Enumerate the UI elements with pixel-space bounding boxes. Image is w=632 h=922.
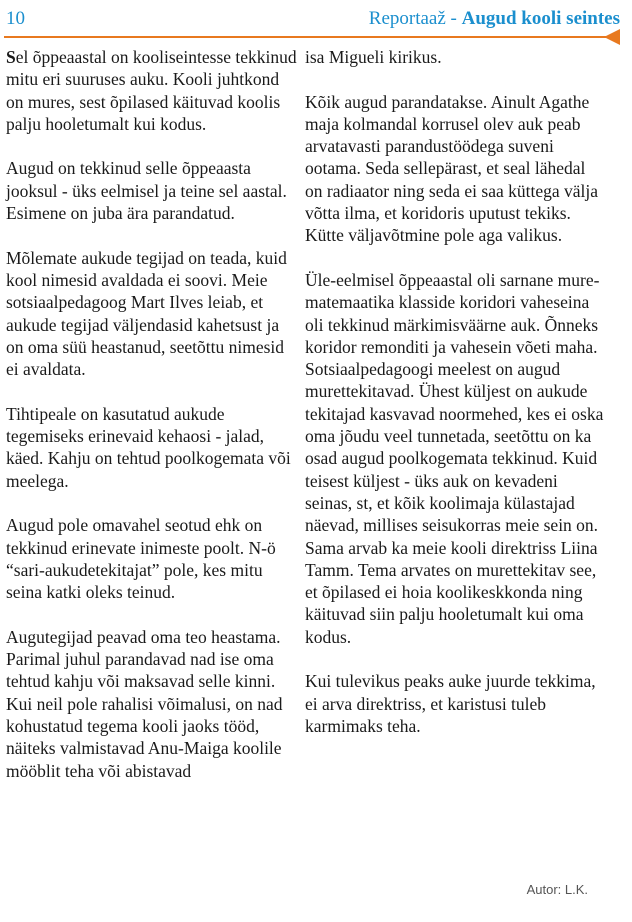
paragraph: Tihtipeale on kasutatud aukude tegemiseks erinevaid kehaosi - jalad, käed. Kahju on tehtud poolkogemata või meelega.: [6, 403, 291, 491]
page-number: 10: [6, 8, 25, 29]
section-label: Reportaaž -: [368, 8, 462, 29]
author-credit: Autor: L.K.: [526, 882, 588, 897]
article-column-right: [305, 46, 605, 760]
paragraph: Üle-eelmisel õppeaastal oli sarnane mure- matemaatika klasside koridori vaheseina oli tekkinud märkimisväärne auk. Õnneks koridor remonditi ja vahesein võeti maha. Sotsiaalpedagoogi meelest on augud murettekitavad. Ühest küljest on aukude tekitajad kasvavad noormehed, kes ei oska oma jõudu veel tunnetada, seetõttu on ka osad augud poolkogemata tekkinud. Kuid teisest küljest - üks auk on kevadeni seinas, st, et kõik koolimaja külastajad näevad, millises seisukorras meie sein on. Sama arvab ka meie kooli direktriss Liina Tamm. Tema arvates on murettekitav see, et õpilased ei hoia koolikeskkonda ning käituvad siin palju hooletumalt kui oma kodus.: [305, 269, 604, 647]
paragraph: Kui tulevikus peaks auke juurde tekkima, ei arva direktriss, et karistusi tuleb karmimaks teha.: [305, 671, 596, 736]
article-title: Augud kooli seintes: [461, 8, 620, 29]
paragraph: Kõik augud parandatakse. Ainult Agathe maja kolmandal korrusel olev auk peab arvatavasti parandustöödega suveni ootama. Seda sellepärast, et seal lähedal on radiaator ning seda ei saa küttega välja võtta ilma, et koridoris uputust tekiks. Kütte väljavõtmine pole aga valikus.: [305, 91, 599, 246]
paragraph: Sel õppeaastal on kooliseintesse tekkinud mitu eri suuruses auku. Kooli juhtkond on mures, sest õpilased käituvad koolis palju hooletumalt kui kodus.: [6, 47, 297, 134]
paragraph: isa Migueli kirikus.: [305, 47, 442, 67]
paragraph: Augud pole omavahel seotud ehk on tekkinud erinevate inimeste poolt. N-ö “sari-aukudetekitajat” pole, kes mitu seina katki oleks teinud.: [6, 515, 276, 603]
paragraph: Augutegijad peavad oma teo heastama. Parimal juhul parandavad nad ise oma tehtud kahju või maksavad selle kinni. Kui neil pole rahalisi võimalusi, on nad kohustatud tegema kooli jaoks tööd, näiteks valmistavad Anu-Maiga koolile mööblit teha või abistavad: [6, 626, 283, 781]
paragraph: Augud on tekkinud selle õppeaasta jooksul - üks eelmisel ja teine sel aastal. Esimene on juba ära parandatud.: [6, 158, 287, 224]
first-letter: S: [6, 47, 16, 67]
header-arrow-icon: [604, 29, 620, 45]
paragraph: Mõlemate aukude tegijad on teada, kuid kool nimesid avaldada ei soovi. Meie sotsiaalpedagoog Mart Ilves leiab, et aukude tegijad väljendasid kahetsust ja on oma süü heastanud, seetõttu nimesid ei avaldata.: [6, 247, 287, 380]
page-header: [369, 8, 620, 30]
header-rule: [4, 36, 612, 38]
article-column-left: [6, 46, 298, 804]
